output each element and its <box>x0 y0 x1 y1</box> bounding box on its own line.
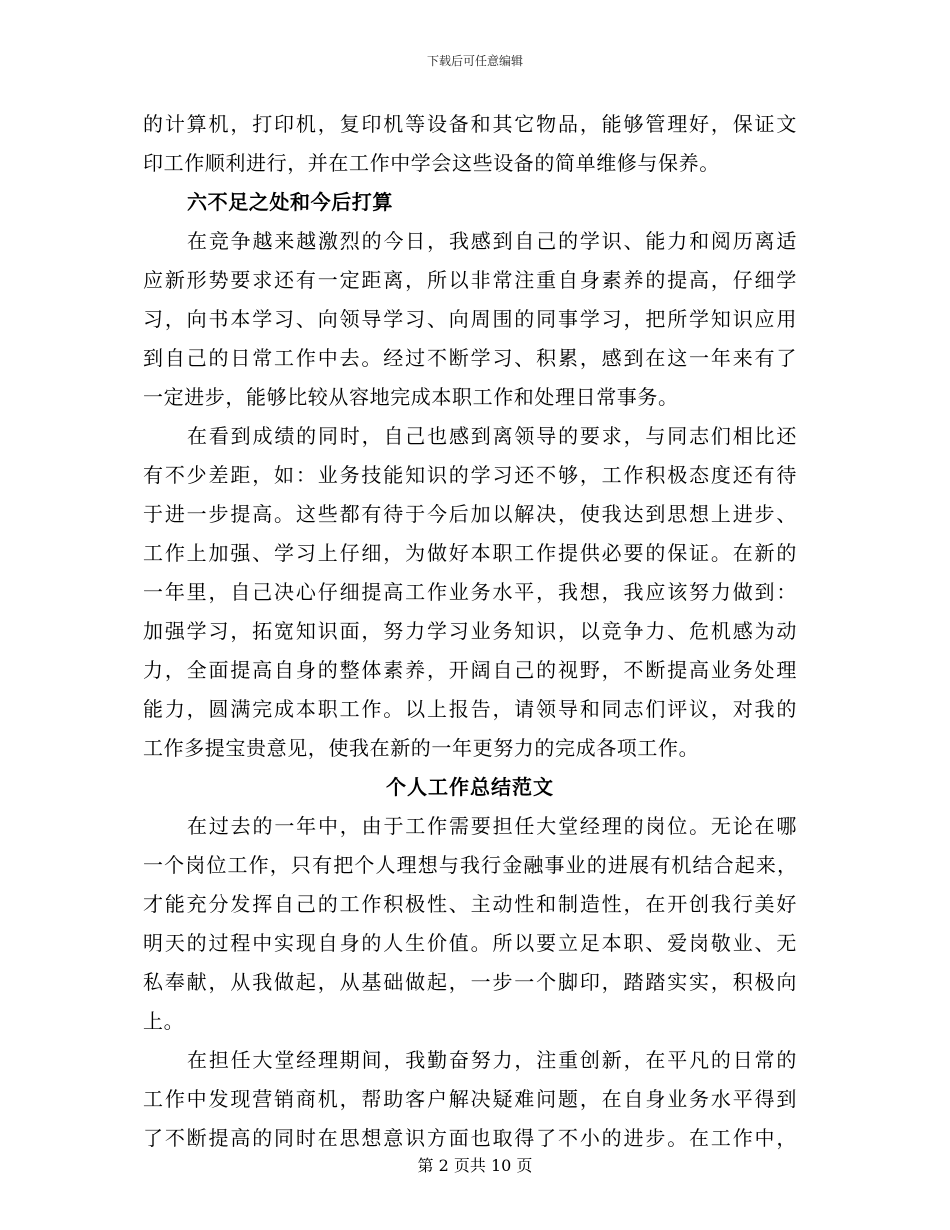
text-line: 到自己的日常工作中去。经过不断学习、积累，感到在这一年来有了 <box>143 346 797 370</box>
page-header: 下载后可任意编辑 <box>426 54 523 68</box>
text-line: 了不断提高的同时在思想意识方面也取得了不小的进步。在工作中， <box>143 1126 797 1150</box>
document-body <box>143 105 797 1158</box>
text-line: 有不少差距，如：业务技能知识的学习还不够，工作积极态度还有待 <box>143 463 797 487</box>
text-line: 私奉献，从我做起，从基础做起，一步一个脚印，踏踏实实，积极向 <box>143 970 797 994</box>
text-line: 才能充分发挥自己的工作积极性、主动性和制造性，在开创我行美好 <box>143 892 797 916</box>
text-line: 应新形势要求还有一定距离，所以非常注重自身素养的提高，仔细学 <box>143 268 797 292</box>
text-line: 一个岗位工作，只有把个人理想与我行金融事业的进展有机结合起来， <box>143 853 797 877</box>
text-line: 工作中发现营销商机，帮助客户解决疑难问题，在自身业务水平得到 <box>143 1087 797 1111</box>
text-line: 在担任大堂经理期间，我勤奋努力，注重创新，在平凡的日常的 <box>187 1048 797 1072</box>
article-title: 个人工作总结范文 <box>386 775 554 799</box>
text-line: 的计算机，打印机，复印机等设备和其它物品，能够管理好，保证文 <box>143 112 797 136</box>
text-line: 在过去的一年中，由于工作需要担任大堂经理的岗位。无论在哪 <box>187 814 797 838</box>
text-line: 习，向书本学习、向领导学习、向周围的同事学习，把所学知识应用 <box>143 307 797 331</box>
page-footer: 第 2 页共 10 页 <box>417 1156 533 1175</box>
text-line: 印工作顺利进行，并在工作中学会这些设备的简单维修与保养。 <box>143 151 720 175</box>
text-line: 在竞争越来越激烈的今日，我感到自己的学识、能力和阅历离适 <box>187 229 797 253</box>
text-line: 上。 <box>143 1009 185 1033</box>
text-line: 在看到成绩的同时，自己也感到离领导的要求，与同志们相比还 <box>187 424 797 448</box>
text-line: 能力，圆满完成本职工作。以上报告，请领导和同志们评议，对我的 <box>143 697 797 721</box>
text-line: 工作上加强、学习上仔细，为做好本职工作提供必要的保证。在新的 <box>143 541 797 565</box>
text-line: 力，全面提高自身的整体素养，开阔自己的视野，不断提高业务处理 <box>143 658 797 682</box>
text-line: 工作多提宝贵意见，使我在新的一年更努力的完成各项工作。 <box>143 736 700 760</box>
section-heading: 六不足之处和今后打算 <box>187 190 393 214</box>
text-line: 加强学习，拓宽知识面，努力学习业务知识，以竞争力、危机感为动 <box>143 619 797 643</box>
text-line: 一定进步，能够比较从容地完成本职工作和处理日常事务。 <box>143 385 679 409</box>
text-line: 于进一步提高。这些都有待于今后加以解决，使我达到思想上进步、 <box>143 502 797 526</box>
text-line: 一年里，自己决心仔细提高工作业务水平，我想，我应该努力做到： <box>143 580 797 604</box>
text-line: 明天的过程中实现自身的人生价值。所以要立足本职、爱岗敬业、无 <box>143 931 797 955</box>
